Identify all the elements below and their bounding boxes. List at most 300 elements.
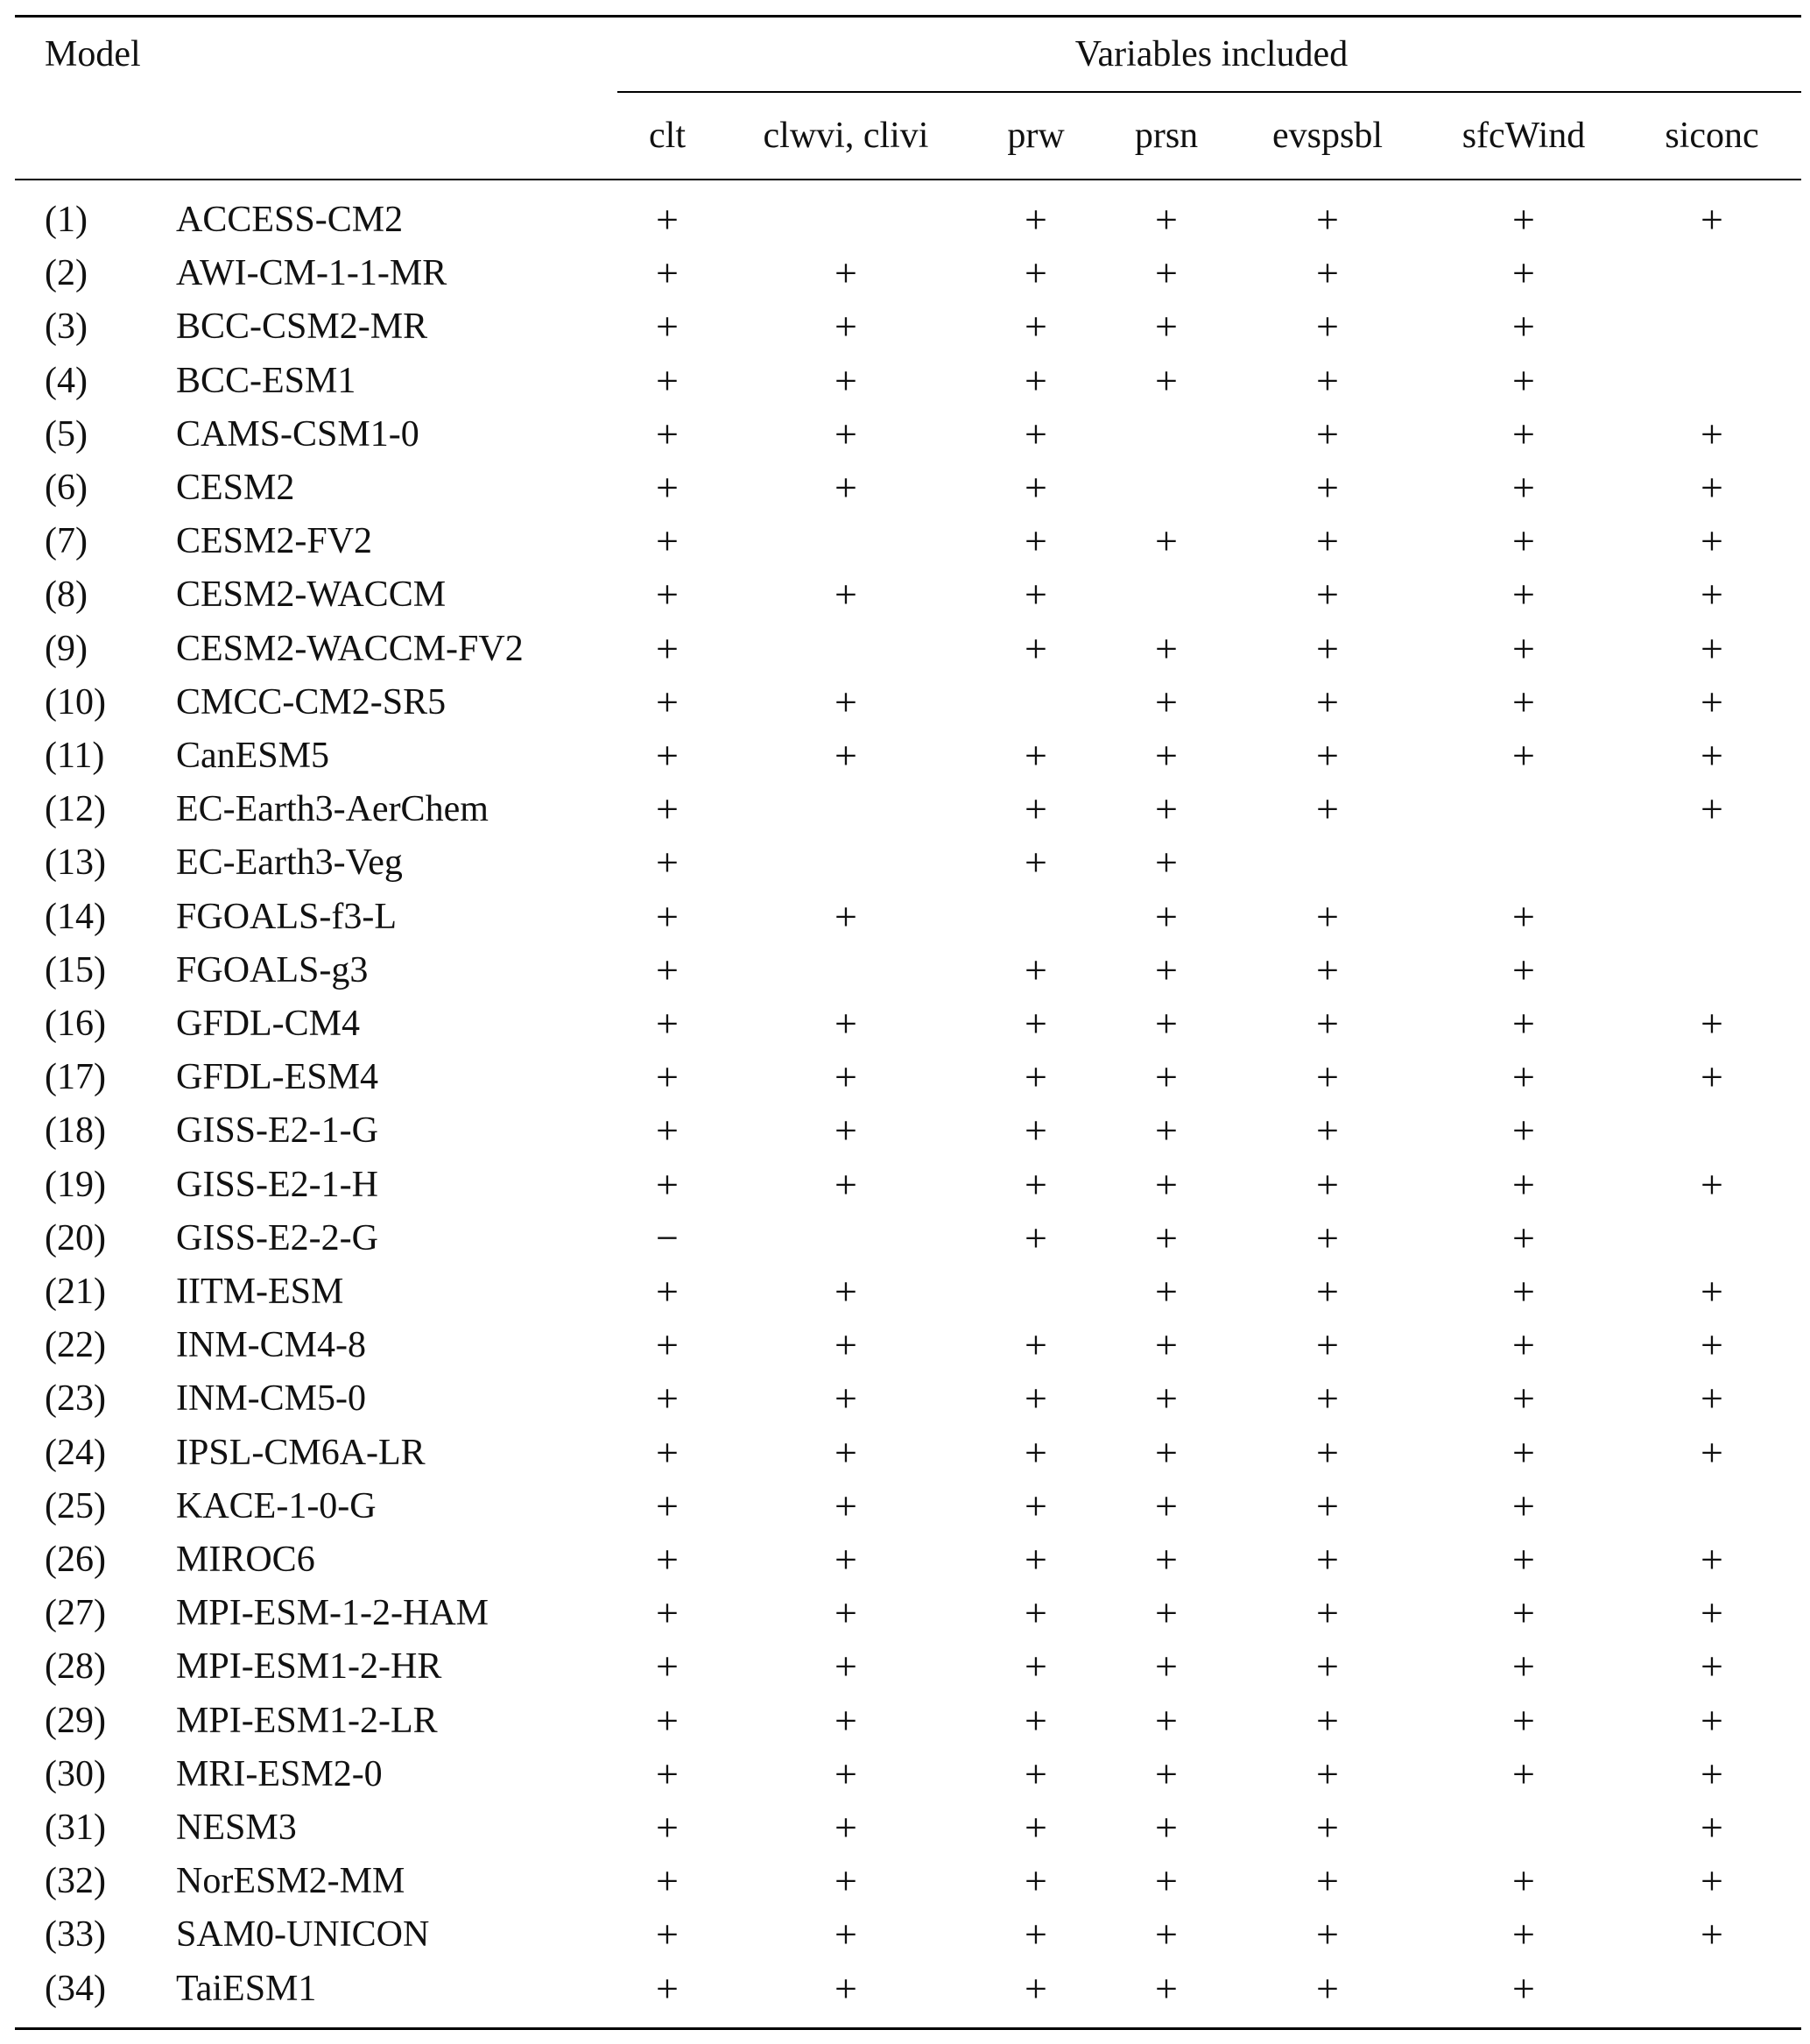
model-name: MRI-ESM2-0 [176,1753,383,1794]
plus-mark: + [1316,893,1339,939]
plus-mark: + [835,411,857,456]
plus-mark: + [656,679,679,724]
plus-mark: + [1155,1644,1178,1689]
plus-mark: + [1512,679,1535,724]
model-name: TaiESM1 [176,1968,317,2009]
model-number: (22) [45,1325,106,1366]
model-name: CESM2-WACCM-FV2 [176,628,524,669]
plus-mark: + [835,1269,857,1314]
plus-mark: + [1155,357,1178,403]
plus-mark: + [1512,1108,1535,1153]
model-name: MPI-ESM1-2-LR [176,1700,438,1741]
model-number: (31) [45,1808,106,1848]
plus-mark: + [1155,840,1178,885]
plus-mark: + [835,1161,857,1207]
model-number: (24) [45,1432,106,1473]
plus-mark: + [656,1965,679,2011]
plus-mark: + [835,1644,857,1689]
plus-mark: + [1155,1537,1178,1582]
header-variables-included: Variables included [1074,34,1349,74]
plus-mark: + [1701,1001,1723,1046]
plus-mark: + [1701,1590,1723,1636]
plus-mark: + [1025,1805,1047,1850]
plus-mark: + [1512,1697,1535,1743]
plus-mark: + [1512,1215,1535,1260]
plus-mark: + [1155,1054,1178,1100]
plus-mark: + [656,1590,679,1636]
model-number: (21) [45,1272,106,1312]
plus-mark: + [1025,411,1047,456]
model-name: FGOALS-f3-L [176,896,397,937]
plus-mark: + [835,250,857,296]
plus-mark: + [1512,1483,1535,1528]
model-number: (5) [45,413,88,455]
plus-mark: + [1316,1751,1339,1796]
plus-mark: + [1701,197,1723,242]
plus-mark: + [835,1537,857,1582]
plus-mark: + [1512,625,1535,671]
table-row [0,627,1810,680]
plus-mark: + [1025,1376,1047,1421]
plus-mark: + [1155,1965,1178,2011]
plus-mark: + [835,1376,857,1421]
plus-mark: + [1512,1001,1535,1046]
plus-mark: + [1701,1537,1723,1582]
plus-mark: + [1316,786,1339,832]
plus-mark: + [1512,1429,1535,1475]
model-number: (15) [45,949,106,990]
plus-mark: + [1155,250,1178,296]
bottom-rule [15,2027,1801,2030]
table-row [0,198,1810,251]
plus-mark: + [835,1322,857,1368]
plus-mark: + [1155,733,1178,778]
table-row [0,1967,1810,2020]
model-name: CESM2-WACCM [176,574,447,616]
plus-mark: + [656,572,679,617]
plus-mark: + [1701,1429,1723,1475]
plus-mark: + [656,1644,679,1689]
plus-mark: + [1025,947,1047,992]
model-number: (4) [45,360,88,401]
plus-mark: + [1512,733,1535,778]
plus-mark: + [1025,625,1047,671]
plus-mark: + [656,1322,679,1368]
table-row [0,1913,1810,1966]
plus-mark: + [1701,572,1723,617]
model-number: (19) [45,1164,106,1205]
plus-mark: + [656,893,679,939]
plus-mark: + [1025,786,1047,832]
model-name: EC-Earth3-Veg [176,842,403,884]
plus-mark: + [1316,250,1339,296]
model-name: GFDL-ESM4 [176,1057,379,1098]
plus-mark: + [656,357,679,403]
model-name: IPSL-CM6A-LR [176,1432,426,1473]
plus-mark: + [1316,1697,1339,1743]
plus-mark: + [1316,1161,1339,1207]
plus-mark: + [835,465,857,510]
model-number: (1) [45,200,88,240]
header-model: Model [45,34,141,74]
table-row [0,1163,1810,1216]
model-number: (6) [45,468,88,508]
model-number: (18) [45,1110,106,1152]
header-rule [15,179,1801,180]
model-name: INM-CM4-8 [176,1325,366,1366]
plus-mark: + [1512,1269,1535,1314]
plus-mark: + [1025,518,1047,564]
plus-mark: + [1155,893,1178,939]
model-name: BCC-CSM2-MR [176,307,428,348]
column-header: clwvi, clivi [763,116,929,156]
plus-mark: + [1025,304,1047,349]
plus-mark: + [1155,1912,1178,1957]
model-number: (11) [45,736,105,776]
model-name: CESM2 [176,468,295,508]
plus-mark: + [1316,1805,1339,1850]
column-header: prsn [1134,116,1199,156]
plus-mark: + [1025,840,1047,885]
model-number: (2) [45,253,88,294]
table-row [0,251,1810,305]
plus-mark: + [656,1054,679,1100]
plus-mark: + [1316,947,1339,992]
plus-mark: + [1155,1429,1178,1475]
plus-mark: + [1512,197,1535,242]
plus-mark: + [656,1429,679,1475]
table-row [0,734,1810,787]
plus-mark: + [835,357,857,403]
model-number: (9) [45,628,88,669]
table-row [0,1484,1810,1538]
plus-mark: + [1316,1322,1339,1368]
plus-mark: + [1316,1965,1339,2011]
plus-mark: + [1025,733,1047,778]
plus-mark: + [1512,465,1535,510]
plus-mark: + [656,1269,679,1314]
model-number: (28) [45,1646,106,1688]
plus-mark: + [1316,733,1339,778]
plus-mark: + [1155,786,1178,832]
plus-mark: + [835,679,857,724]
plus-mark: + [835,893,857,939]
plus-mark: + [1025,357,1047,403]
plus-mark: + [1025,1054,1047,1100]
model-number: (30) [45,1753,106,1794]
plus-mark: + [1701,1269,1723,1314]
plus-mark: + [1155,1108,1178,1153]
plus-mark: + [656,1805,679,1850]
model-number: (29) [45,1700,106,1741]
plus-mark: + [835,1429,857,1475]
plus-mark: + [1155,1376,1178,1421]
plus-mark: + [1155,679,1178,724]
plus-mark: + [1155,1483,1178,1528]
plus-mark: + [1701,1805,1723,1850]
model-name: KACE-1-0-G [176,1485,377,1526]
model-number: (26) [45,1540,106,1580]
plus-mark: + [1025,1858,1047,1904]
plus-mark: + [656,1537,679,1582]
plus-mark: + [1155,1001,1178,1046]
plus-mark: + [1316,1483,1339,1528]
plus-mark: + [656,1161,679,1207]
table-row [0,680,1810,734]
plus-mark: + [1316,357,1339,403]
plus-mark: + [1025,1537,1047,1582]
plus-mark: + [656,465,679,510]
table-row [0,1216,1810,1270]
plus-mark: + [1512,1590,1535,1636]
plus-mark: + [1701,465,1723,510]
plus-mark: + [1701,1376,1723,1421]
plus-mark: + [1512,1858,1535,1904]
plus-mark: + [656,786,679,832]
model-name: GFDL-CM4 [176,1004,361,1044]
model-name: MPI-ESM1-2-HR [176,1646,442,1688]
top-rule [15,15,1801,18]
plus-mark: + [656,1001,679,1046]
model-name: GISS-E2-2-G [176,1217,378,1258]
plus-mark: + [1512,1054,1535,1100]
plus-mark: + [1155,1161,1178,1207]
plus-mark: + [1512,1912,1535,1957]
plus-mark: + [1316,518,1339,564]
plus-mark: + [835,1912,857,1957]
plus-mark: + [1701,679,1723,724]
plus-mark: + [1025,197,1047,242]
plus-mark: + [1155,1858,1178,1904]
plus-mark: + [1155,1697,1178,1743]
column-header: sfcWind [1461,116,1586,156]
plus-mark: + [1316,572,1339,617]
model-number: (34) [45,1968,106,2009]
plus-mark: + [1512,357,1535,403]
model-name: CanESM5 [176,736,330,776]
plus-mark: + [835,304,857,349]
table-row [0,412,1810,466]
plus-mark: + [1316,1644,1339,1689]
table-row [0,1538,1810,1591]
plus-mark: + [656,1376,679,1421]
plus-mark: + [1025,1590,1047,1636]
model-name: AWI-CM-1-1-MR [176,253,447,294]
plus-mark: + [656,1108,679,1153]
model-name: CMCC-CM2-SR5 [176,681,447,722]
model-name: EC-Earth3-AerChem [176,789,489,830]
plus-mark: + [1025,1215,1047,1260]
model-number: (33) [45,1914,106,1956]
model-name: MPI-ESM-1-2-HAM [176,1593,489,1634]
plus-mark: + [1316,1537,1339,1582]
plus-mark: + [1512,893,1535,939]
plus-mark: + [1155,304,1178,349]
plus-mark: + [835,1108,857,1153]
plus-mark: + [1316,1912,1339,1957]
plus-mark: + [1316,197,1339,242]
plus-mark: + [1155,518,1178,564]
plus-mark: + [1025,1644,1047,1689]
plus-mark: + [656,1751,679,1796]
plus-mark: + [1701,1751,1723,1796]
plus-mark: + [1512,1751,1535,1796]
plus-mark: + [1025,1108,1047,1153]
plus-mark: + [1512,572,1535,617]
table-row [0,573,1810,626]
variables-group-rule [617,91,1801,93]
model-name: GISS-E2-1-G [176,1110,378,1152]
model-number: (16) [45,1004,106,1044]
plus-mark: + [835,1751,857,1796]
plus-mark: + [656,411,679,456]
model-name: ACCESS-CM2 [176,200,404,240]
model-number: (10) [45,681,106,722]
plus-mark: + [656,304,679,349]
plus-mark: + [1316,1108,1339,1153]
plus-mark: + [835,1805,857,1850]
model-number: (3) [45,307,88,348]
plus-mark: + [1025,1161,1047,1207]
model-name: SAM0-UNICON [176,1914,430,1956]
plus-mark: + [656,840,679,885]
plus-mark: + [1512,1161,1535,1207]
table-row [0,466,1810,519]
table-row [0,359,1810,412]
plus-mark: + [1155,1322,1178,1368]
model-name: MIROC6 [176,1540,315,1580]
table-row [0,1645,1810,1698]
plus-mark: + [1316,304,1339,349]
plus-mark: + [656,1483,679,1528]
table-row [0,1055,1810,1109]
plus-mark: + [1025,1965,1047,2011]
plus-mark: + [1155,1805,1178,1850]
plus-mark: + [1701,733,1723,778]
plus-mark: + [1701,786,1723,832]
plus-mark: + [1316,679,1339,724]
plus-mark: + [1025,1751,1047,1796]
plus-mark: + [1025,1912,1047,1957]
plus-mark: + [1155,625,1178,671]
plus-mark: + [656,947,679,992]
model-number: (13) [45,842,106,884]
plus-mark: + [835,1590,857,1636]
plus-mark: + [1512,411,1535,456]
plus-mark: + [1316,1429,1339,1475]
plus-mark: + [1025,1322,1047,1368]
plus-mark: + [656,518,679,564]
plus-mark: + [656,250,679,296]
plus-mark: + [1025,1001,1047,1046]
plus-mark: + [835,1054,857,1100]
plus-mark: + [1025,1483,1047,1528]
model-name: IITM-ESM [176,1272,344,1312]
plus-mark: + [1512,1376,1535,1421]
model-number: (14) [45,896,106,937]
model-name: NorESM2-MM [176,1861,405,1902]
plus-mark: + [835,1965,857,2011]
table-row [0,1270,1810,1323]
plus-mark: + [1701,1054,1723,1100]
table-row [0,1109,1810,1162]
plus-mark: + [1025,465,1047,510]
minus-mark: − [656,1215,679,1260]
model-number: (23) [45,1378,106,1420]
column-header: evspsbl [1272,116,1383,156]
table-row [0,1002,1810,1055]
plus-mark: + [835,733,857,778]
plus-mark: + [1025,572,1047,617]
plus-mark: + [1155,1215,1178,1260]
model-name: FGOALS-g3 [176,949,369,990]
plus-mark: + [656,1912,679,1957]
plus-mark: + [1512,1322,1535,1368]
plus-mark: + [1512,1537,1535,1582]
plus-mark: + [656,1697,679,1743]
plus-mark: + [1155,1590,1178,1636]
table-row [0,787,1810,841]
plus-mark: + [1316,411,1339,456]
table-row [0,1699,1810,1752]
plus-mark: + [656,197,679,242]
table-row [0,1752,1810,1806]
plus-mark: + [1701,1161,1723,1207]
model-number: (20) [45,1217,106,1258]
table-row [0,1591,1810,1645]
plus-mark: + [835,1858,857,1904]
model-number: (8) [45,574,88,616]
column-header: siconc [1665,116,1759,156]
plus-mark: + [1025,1429,1047,1475]
plus-mark: + [835,1697,857,1743]
plus-mark: + [1701,518,1723,564]
table-row [0,895,1810,948]
plus-mark: + [1316,1858,1339,1904]
table-row [0,305,1810,358]
plus-mark: + [835,1001,857,1046]
plus-mark: + [1701,1858,1723,1904]
plus-mark: + [835,1483,857,1528]
plus-mark: + [1316,1001,1339,1046]
model-name: CESM2-FV2 [176,521,373,562]
plus-mark: + [1701,1644,1723,1689]
plus-mark: + [1316,1054,1339,1100]
plus-mark: + [1155,1269,1178,1314]
plus-mark: + [1316,1376,1339,1421]
plus-mark: + [1155,197,1178,242]
plus-mark: + [1512,304,1535,349]
plus-mark: + [1512,947,1535,992]
column-header: clt [649,116,686,156]
plus-mark: + [1155,1751,1178,1796]
table-row [0,948,1810,1002]
table-row [0,1806,1810,1859]
plus-mark: + [656,1858,679,1904]
plus-mark: + [1316,1215,1339,1260]
plus-mark: + [1701,1322,1723,1368]
plus-mark: + [1512,1644,1535,1689]
plus-mark: + [1316,625,1339,671]
plus-mark: + [656,733,679,778]
plus-mark: + [1316,1590,1339,1636]
model-number: (12) [45,789,106,830]
model-name: BCC-ESM1 [176,360,356,401]
plus-mark: + [1701,411,1723,456]
plus-mark: + [1025,250,1047,296]
table-row [0,1859,1810,1913]
plus-mark: + [1155,947,1178,992]
